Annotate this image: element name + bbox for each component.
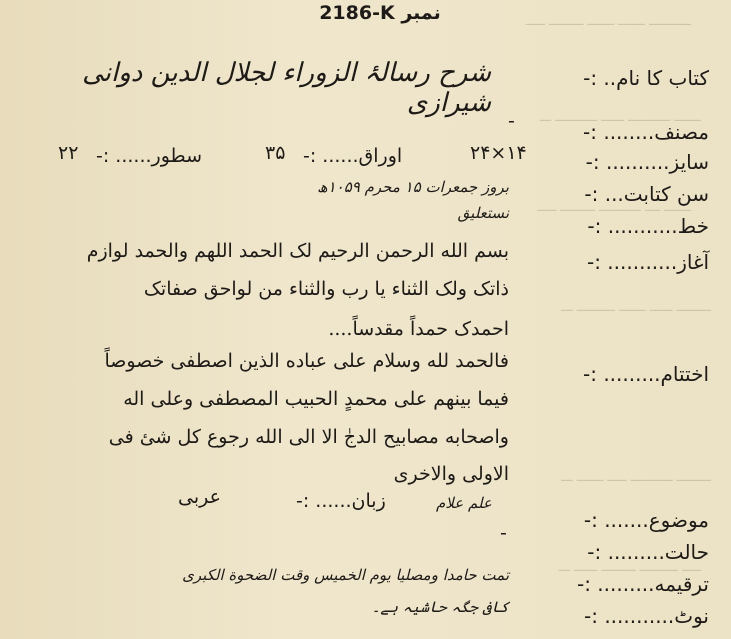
explicit-line-4: الاولى والاخرى [393,463,509,485]
incipit-label: آغاز........... :- [586,250,709,274]
pages-value: ۳۵ [265,142,286,164]
explicit-line-2: فيما بينهم على محمدٍ الحبيب المصطفى وعلى اله [123,388,509,410]
explicit-label: اختتام......... :- [583,362,709,386]
bleed-through-texture: ـــــــــ ـــــــــــ ـــــ ـــــــ ـــ [561,470,711,485]
note-value: کافی جگہ حاشیہ ہے۔ [371,598,509,616]
bleed-through-texture: ـــــــــ ــــــ ـــــــ ــــــــــ ـــ [561,300,711,315]
bleed-through-texture: ـــــــ ــــ ـــــــــــ ـــــــــ ـــــ [537,200,691,215]
incipit-line-2: ذاتک ولک الثناء يا رب والثناء من لواحق صفاتک [143,278,509,300]
lines-label: سطور...... :- [96,145,203,167]
lines-value: ۲۲ [58,142,79,164]
bleed-through-texture: ـــــــ ـــــــــــ ــــــ ـــــــــــ ـــ [539,110,701,125]
incipit-line-3: احمدک حمداً مقدساً.... [328,318,509,340]
colophon-label: ترقیمه......... :- [576,572,709,596]
size-dimensions: ۱۴×۲۴ [470,142,527,164]
language-label: زبان...... :- [296,490,386,512]
bleed-through-texture: ـــــ ــــــــــ ـــــــــ ــــــ ـــ [558,560,701,575]
catalog-number-value: 2186-K [319,2,395,24]
subject-label: موضوع....... :- [583,508,709,532]
date-written-label: سن کتابت... :- [584,182,709,206]
date-written-value: بروز جمعرات ۱۵ محرم ۱۰۵۹ھ [317,178,509,196]
note-label: نوٹ........... :- [584,604,709,628]
size-label: سایز.......... :- [585,150,709,174]
bleed-through-texture: ـــــــــــ ـــــــ ـــــــ ـــــــــ ـــــ [525,14,691,29]
explicit-line-3: واصحابه مصابيح الدجٰ الا الى الله رجوع كل شئ فى [108,426,509,448]
incipit-line-1: بسم الله الرحمن الرحيم لک الحمد اللهم والحمد لوازم [86,240,509,262]
book-name-value: شرح رسالۂ الزوراء لجلال الدین دوانی شیرازی [82,58,491,118]
catalog-number [300,2,460,24]
condition-label: حالت......... :- [587,540,709,564]
colophon-value: تمت حامدا ومصليا يوم الخميس وقت الضحوة الكبرى [182,566,509,584]
pages-label: اوراق...... :- [303,145,403,167]
subject-value: علم علام [436,494,492,512]
explicit-line-1: فالحمد لله وسلام على عباده الذين اصطفى خصوصاً [104,350,509,372]
language-value: عربی [178,486,221,508]
catalog-number-label: نمبر [401,2,441,24]
author-label: مصنف........ :- [583,120,709,144]
script-label: خط........... :- [587,214,709,238]
script-value: نستعلیق [457,204,509,222]
author-value: - [508,110,515,132]
condition-value: - [500,522,507,544]
book-name-label: کتاب کا نام.. :- [583,66,709,90]
